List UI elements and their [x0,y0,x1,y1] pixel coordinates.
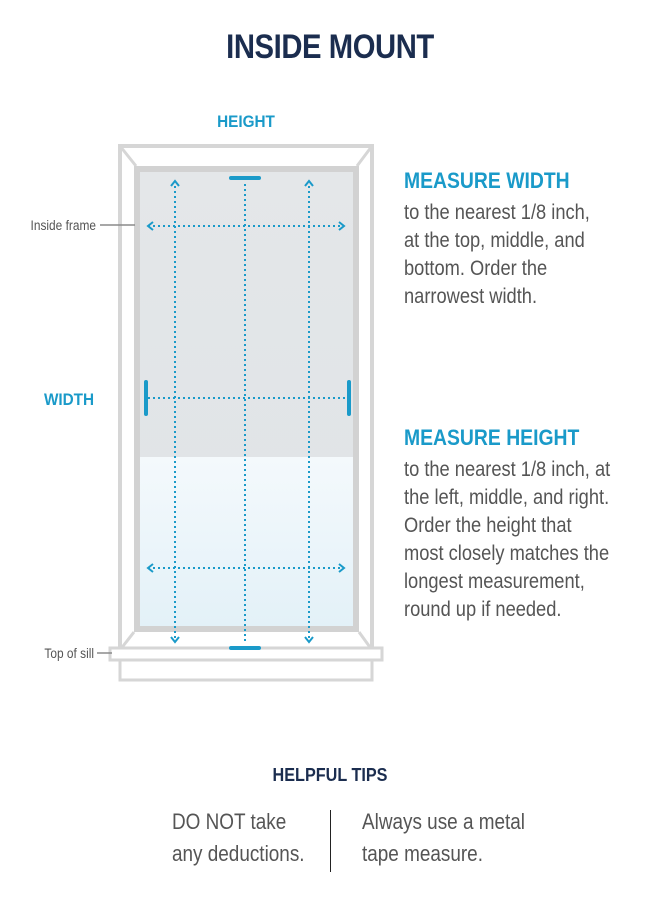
measure-width-line: bottom. Order the [404,257,548,280]
measure-height-line: Order the height that [404,514,572,537]
measure-width-line: at the top, middle, and [404,229,585,252]
measure-height-line: round up if needed. [404,598,562,621]
tip-line: DO NOT take [172,809,287,834]
width-label: WIDTH [43,390,95,410]
top-of-sill-label: Top of sill [44,645,94,662]
window-sill [110,648,382,680]
tip-metal-tape [362,806,525,870]
measure-width-text [404,199,590,311]
tip-no-deductions [172,806,305,870]
inside-frame-label: Inside frame [30,217,96,234]
measure-height-line: the left, middle, and right. [404,486,610,509]
measure-height-heading: MEASURE HEIGHT [404,425,580,450]
height-label: HEIGHT [217,112,275,132]
measure-width-line: to the nearest 1/8 inch, [404,201,590,224]
measure-height-line: longest measurement, [404,570,585,593]
tip-line: any deductions. [172,841,305,866]
measure-height-line: most closely matches the [404,542,610,565]
tip-line: Always use a metal [362,809,525,834]
measure-width-line: narrowest width. [404,285,538,308]
helpful-tips-title: HELPFUL TIPS [272,765,388,785]
measure-width-heading: MEASURE WIDTH [404,168,570,193]
measure-height-text [404,456,610,624]
tips-divider [330,810,331,872]
measure-height-line: to the nearest 1/8 inch, at [404,458,611,481]
tip-line: tape measure. [362,841,483,866]
page-title: INSIDE MOUNT [226,28,434,66]
